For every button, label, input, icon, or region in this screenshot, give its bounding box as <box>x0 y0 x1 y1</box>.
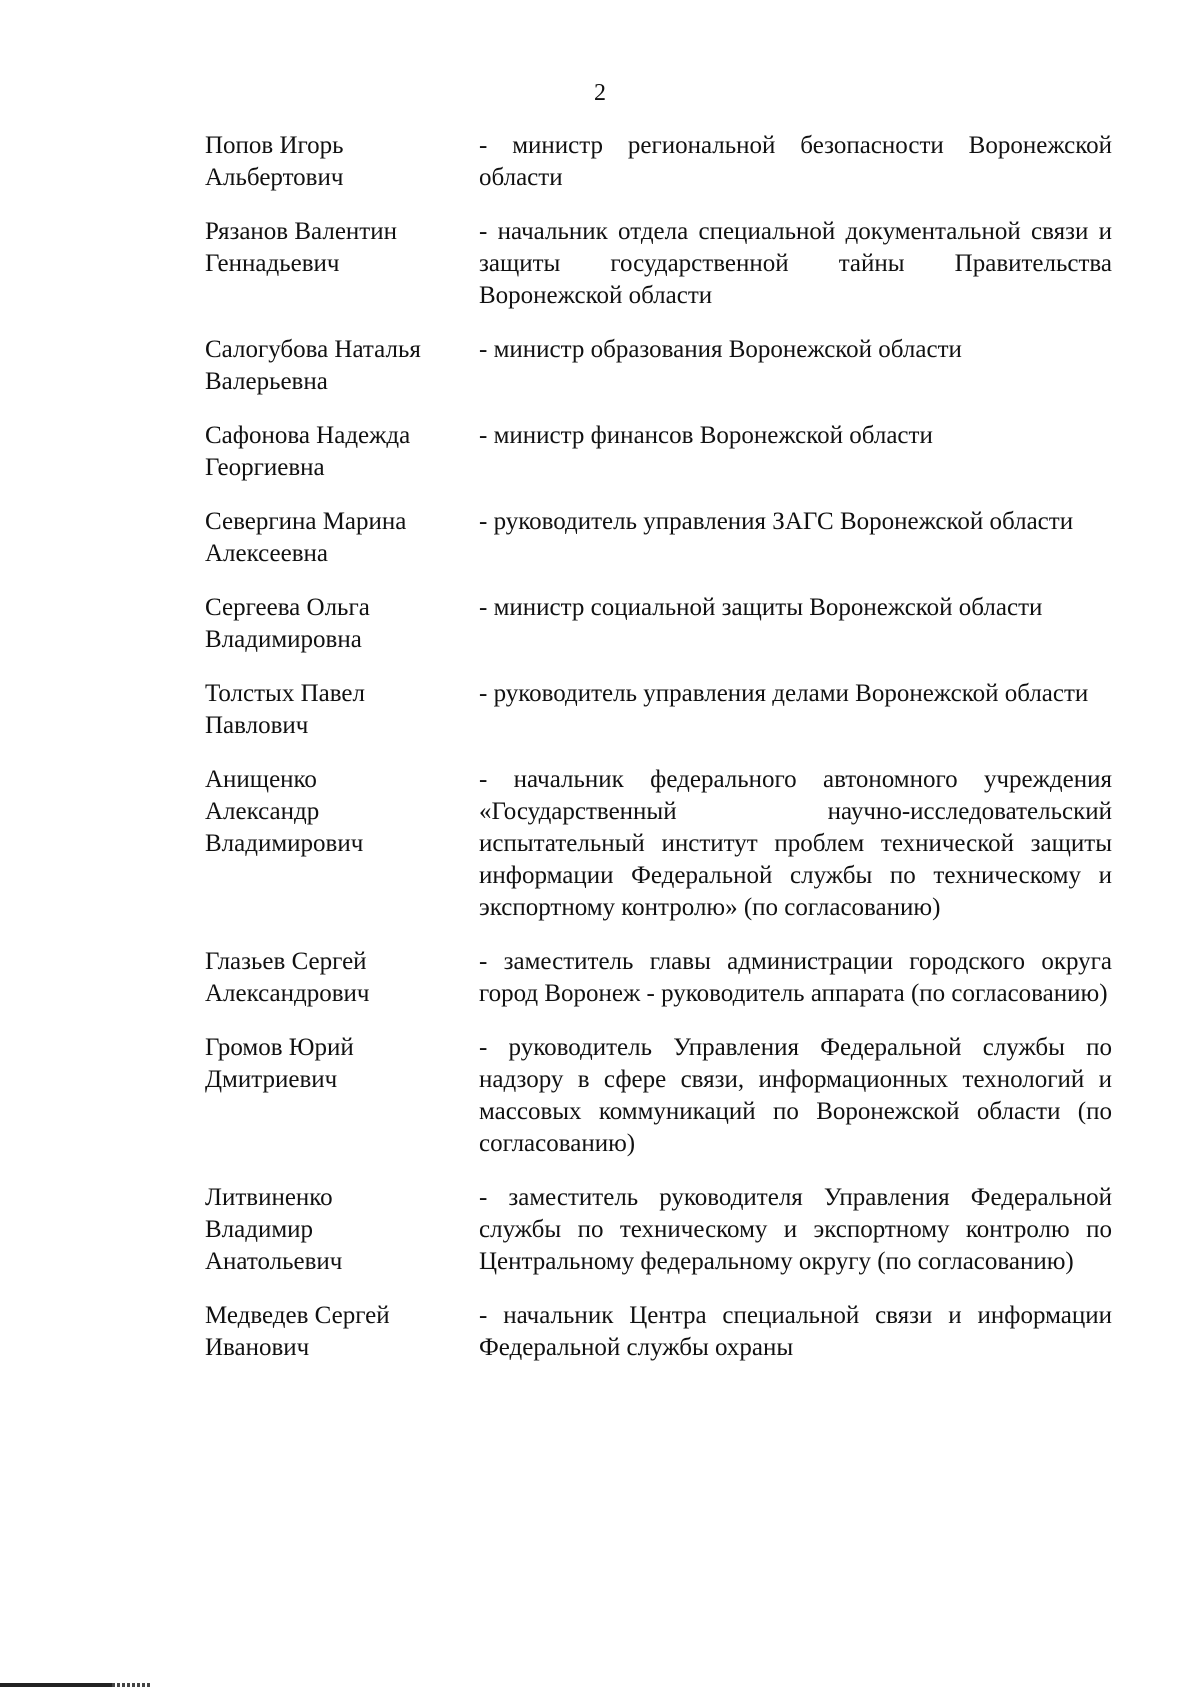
member-name <box>205 946 455 1010</box>
member-list <box>0 130 1200 1386</box>
member-surname-firstname: Глазьев Сергей <box>205 948 367 975</box>
scan-edge-mark-tail <box>112 1683 152 1687</box>
member-patronymic: Павлович <box>205 712 309 739</box>
member-patronymic: Георгиевна <box>205 454 325 481</box>
member-position: - заместитель руководителя Управления Федеральной службы по техническому и экспортному контролю по Центральному федеральному округу (по согласованию) <box>479 1184 1112 1275</box>
list-item <box>0 1032 1200 1160</box>
member-position: - начальник федерального автономного учреждения «Государственный научно-исследовательский испытательный институт проблем технической защиты информации Федеральной службы по техническому и экспортному контролю» (по согласованию) <box>479 766 1112 921</box>
member-position: - заместитель главы администрации городского округа город Воронеж - руководитель аппарата (по согласованию) <box>479 948 1112 1007</box>
list-item <box>0 506 1200 570</box>
member-patronymic: Александрович <box>205 980 370 1007</box>
member-position: - министр социальной защиты Воронежской области <box>479 594 1043 621</box>
member-surname: Анищенко <box>205 766 317 793</box>
member-surname-firstname: Попов Игорь <box>205 132 344 159</box>
member-position: - начальник Центра специальной связи и информации Федеральной службы охраны <box>479 1302 1112 1361</box>
member-patronymic: Дмитриевич <box>205 1066 338 1093</box>
member-name <box>205 1032 455 1160</box>
member-surname-firstname: Севергина Марина <box>205 508 407 535</box>
member-patronymic: Владимировна <box>205 626 362 653</box>
member-position: - руководитель управления делами Воронежской области <box>479 680 1089 707</box>
member-position: - начальник отдела специальной документальной связи и защиты государственной тайны Правительства Воронежской области <box>479 218 1112 309</box>
member-surname: Литвиненко <box>205 1184 333 1211</box>
list-item <box>0 592 1200 656</box>
list-item <box>0 1300 1200 1364</box>
list-item <box>0 678 1200 742</box>
member-firstname: Владимир <box>205 1216 314 1243</box>
member-surname-firstname: Рязанов Валентин <box>205 218 397 245</box>
member-name <box>205 216 455 312</box>
member-surname-firstname: Сафонова Надежда <box>205 422 411 449</box>
list-item <box>0 130 1200 194</box>
page-number: 2 <box>594 80 606 106</box>
list-item <box>0 420 1200 484</box>
member-patronymic: Иванович <box>205 1334 310 1361</box>
member-position: - руководитель управления ЗАГС Воронежской области <box>479 508 1074 535</box>
member-name <box>205 764 455 924</box>
member-firstname: Александр <box>205 798 320 825</box>
member-name <box>205 130 455 194</box>
member-surname-firstname: Громов Юрий <box>205 1034 354 1061</box>
member-name <box>205 334 455 398</box>
member-position: - министр финансов Воронежской области <box>479 422 933 449</box>
list-item <box>0 1182 1200 1278</box>
member-surname-firstname: Салогубова Наталья <box>205 336 421 363</box>
member-name <box>205 1182 455 1278</box>
member-name <box>205 678 455 742</box>
member-patronymic: Альбертович <box>205 164 344 191</box>
member-name <box>205 1300 455 1364</box>
member-patronymic: Владимирович <box>205 830 364 857</box>
member-name <box>205 420 455 484</box>
list-item <box>0 216 1200 312</box>
member-name <box>205 592 455 656</box>
member-position: - министр региональной безопасности Воронежской области <box>479 132 1112 191</box>
member-patronymic: Геннадьевич <box>205 250 340 277</box>
member-surname-firstname: Медведев Сергей <box>205 1302 390 1329</box>
member-name <box>205 506 455 570</box>
member-surname-firstname: Сергеева Ольга <box>205 594 370 621</box>
member-position: - руководитель Управления Федеральной службы по надзору в сфере связи, информационных технологий и массовых коммуникаций по Воронежской области (по согласованию) <box>479 1034 1112 1157</box>
member-patronymic: Анатольевич <box>205 1248 343 1275</box>
member-position: - министр образования Воронежской области <box>479 336 962 363</box>
list-item <box>0 764 1200 924</box>
member-surname-firstname: Толстых Павел <box>205 680 365 707</box>
member-patronymic: Валерьевна <box>205 368 328 395</box>
list-item <box>0 946 1200 1010</box>
list-item <box>0 334 1200 398</box>
member-patronymic: Алексеевна <box>205 540 329 567</box>
